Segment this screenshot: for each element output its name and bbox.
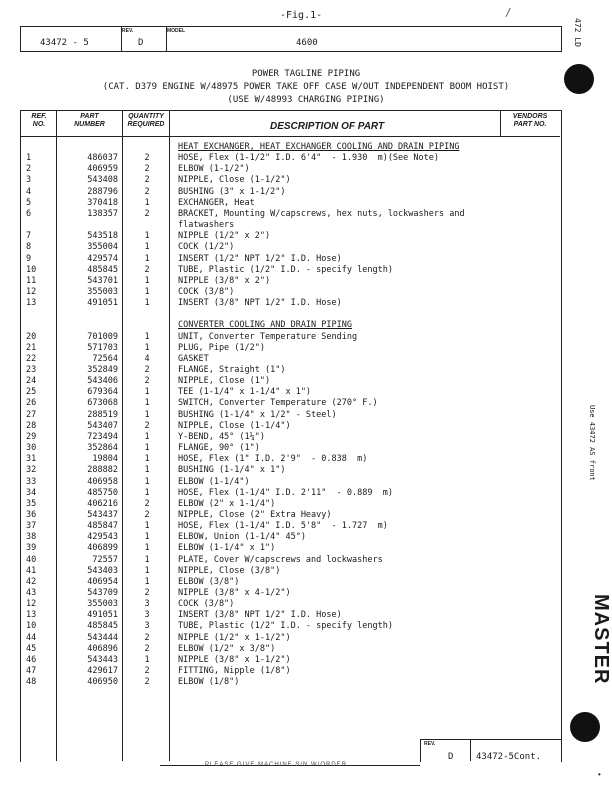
quantity: 2: [144, 186, 150, 197]
blank-row: [0, 309, 612, 320]
quantity: 1: [144, 521, 150, 532]
binder-hole: [570, 712, 600, 742]
part-number: 491051: [87, 610, 118, 621]
quantity: 1: [144, 543, 150, 554]
table-row: [0, 421, 612, 432]
table-row: [0, 599, 612, 610]
table-row: [0, 164, 612, 175]
part-number: 406959: [87, 164, 118, 175]
part-number: 485845: [87, 621, 118, 632]
table-row: [0, 666, 612, 677]
table-row: [0, 633, 612, 644]
pen-dot: •: [598, 770, 601, 779]
table-row: [0, 231, 612, 242]
column-divider: [500, 110, 501, 137]
quantity: 1: [144, 565, 150, 576]
quantity: 1: [144, 286, 150, 297]
table-row: [0, 644, 612, 655]
ref-number: 2: [26, 164, 32, 175]
ref-number: 33: [26, 476, 37, 487]
part-number: 543709: [87, 588, 118, 598]
table-row: [0, 298, 612, 309]
quantity: 1: [144, 387, 150, 398]
section-title: CONVERTER COOLING AND DRAIN PIPING: [178, 320, 352, 331]
part-number: 673068: [87, 398, 118, 409]
quantity: 1: [144, 454, 150, 465]
ref-number: 46: [26, 654, 37, 665]
part-number: 486037: [87, 153, 118, 164]
table-row: [0, 343, 612, 354]
quantity: 2: [144, 509, 150, 520]
quantity: 2: [144, 376, 150, 387]
part-number: 701009: [87, 331, 118, 342]
header-model: 4600: [296, 38, 318, 48]
ref-number: 23: [26, 365, 37, 375]
part-number: 355003: [87, 599, 118, 610]
ref-number: 28: [26, 420, 37, 431]
figure-label: -Fig.1-: [280, 10, 323, 21]
table-row: [0, 454, 612, 465]
description: Y-BEND, 45° (1¼"): [178, 431, 265, 442]
part-number: 543403: [87, 565, 118, 576]
part-number: 543443: [87, 654, 118, 665]
ref-number: 45: [26, 643, 37, 654]
description: COCK (3/8"): [178, 599, 235, 610]
ref-number: 21: [26, 342, 37, 353]
col-header-qty: QUANTITY REQUIRED: [127, 113, 165, 128]
header-rule: [20, 136, 560, 137]
ref-number: 32: [26, 465, 37, 476]
ref-number: 44: [26, 632, 37, 643]
description: NIPPLE (3/8" x 2"): [178, 275, 271, 286]
part-number: 429574: [87, 253, 118, 264]
description: INSERT (1/2" NPT 1/2" I.D. Hose): [178, 253, 342, 264]
description: ELBOW (3/8"): [178, 576, 240, 587]
quantity: 4: [144, 353, 150, 364]
quantity: 2: [144, 677, 150, 688]
ref-number: 31: [26, 454, 37, 465]
section-heading: [0, 142, 612, 153]
part-number: 355003: [87, 286, 118, 297]
quantity: 2: [144, 164, 150, 175]
table-row: [0, 175, 612, 186]
table-row: [0, 588, 612, 599]
table-row: [0, 521, 612, 532]
description: GASKET: [178, 353, 209, 364]
quantity: 2: [144, 588, 150, 598]
quantity: 1: [144, 275, 150, 286]
ref-number: 10: [26, 264, 37, 275]
quantity: 2: [144, 208, 150, 219]
part-number: 138357: [87, 208, 118, 219]
ref-number: 38: [26, 532, 37, 543]
page-subtitle: (USE W/48993 CHARGING PIPING): [227, 95, 385, 105]
ref-number: 34: [26, 487, 37, 498]
table-row: [0, 287, 612, 298]
quantity: 1: [144, 197, 150, 208]
part-number: 288519: [87, 409, 118, 420]
part-number: 485845: [87, 264, 118, 275]
description: TUBE, Plastic (1/2" I.D. - specify length): [178, 621, 393, 632]
table-row: [0, 443, 612, 454]
quantity: 1: [144, 443, 150, 454]
part-number: 571703: [87, 342, 118, 353]
description: NIPPLE, Close (2" Extra Heavy): [178, 509, 332, 520]
master-stamp: MASTER: [590, 594, 612, 685]
ref-number: 7: [26, 231, 32, 242]
description: NIPPLE (1/2" x 1-1/2"): [178, 632, 291, 643]
description: PLATE, Cover W/capscrews and lockwashers: [178, 554, 383, 565]
part-number: 406958: [87, 476, 118, 487]
description: TEE (1-1/4" x 1-1/4" x 1"): [178, 387, 312, 398]
description: NIPPLE, Close (1-1/4"): [178, 420, 291, 431]
footer-rev: D: [448, 752, 454, 762]
description: HOSE, Flex (1-1/4" I.D. 2'11" - 0.889 m): [178, 487, 393, 498]
ref-number: 13: [26, 610, 37, 621]
part-number: 355004: [87, 242, 118, 253]
quantity: 1: [144, 487, 150, 498]
quantity: 1: [144, 253, 150, 264]
part-number: 543437: [87, 509, 118, 520]
part-number: 429543: [87, 532, 118, 543]
part-number: 543518: [87, 231, 118, 242]
part-number: 406954: [87, 576, 118, 587]
ref-number: 13: [26, 298, 37, 309]
ref-number: 41: [26, 565, 37, 576]
part-number: 370418: [87, 197, 118, 208]
part-number: 485750: [87, 487, 118, 498]
ref-number: 26: [26, 398, 37, 409]
part-number: 429617: [87, 666, 118, 677]
table-row: [0, 465, 612, 476]
quantity: 2: [144, 498, 150, 509]
description: FITTING, Nipple (1/8"): [178, 666, 291, 677]
description: SWITCH, Converter Temperature (270° F.): [178, 398, 378, 409]
part-number: 543406: [87, 376, 118, 387]
table-row: [0, 677, 612, 688]
description: HOSE, Flex (1" I.D. 2'9" - 0.838 m): [178, 454, 368, 465]
header-part-number: 43472 - 5: [40, 38, 89, 48]
ref-number: 20: [26, 331, 37, 342]
description: flatwashers: [178, 220, 235, 231]
ref-number: 9: [26, 253, 32, 264]
table-row: [0, 242, 612, 253]
table-row: [0, 410, 612, 421]
description: ELBOW (1/2" x 3/8"): [178, 643, 276, 654]
description: NIPPLE, Close (1-1/2"): [178, 175, 291, 186]
ref-number: 3: [26, 175, 32, 186]
quantity: 1: [144, 298, 150, 309]
description: NIPPLE, Close (1"): [178, 376, 271, 387]
quantity: 1: [144, 576, 150, 587]
quantity: 1: [144, 532, 150, 543]
table-row: [0, 499, 612, 510]
quantity: 1: [144, 431, 150, 442]
header-rev: D: [138, 38, 144, 48]
ref-number: 25: [26, 387, 37, 398]
ref-number: 22: [26, 353, 37, 364]
description: INSERT (3/8" NPT 1/2" I.D. Hose): [178, 610, 342, 621]
quantity: 1: [144, 342, 150, 353]
footer-part-number: 43472-5Cont.: [476, 752, 542, 762]
description: TUBE, Plastic (1/2" I.D. - specify length): [178, 264, 393, 275]
table-row: [0, 265, 612, 276]
quantity: 2: [144, 666, 150, 677]
table-row: [0, 254, 612, 265]
quantity: 1: [144, 231, 150, 242]
description: COCK (3/8"): [178, 286, 235, 297]
header-model-label: MODEL: [167, 28, 186, 34]
part-number: 543408: [87, 175, 118, 186]
ref-number: 29: [26, 431, 37, 442]
page-subtitle: (CAT. D379 ENGINE W/48975 POWER TAKE OFF CASE W/OUT INDEPENDENT BOOM HOIST): [102, 82, 510, 92]
table-row: [0, 577, 612, 588]
quantity: 2: [144, 643, 150, 654]
description: ELBOW (1/8"): [178, 677, 240, 688]
ref-number: 42: [26, 576, 37, 587]
quantity: 1: [144, 409, 150, 420]
ref-number: 37: [26, 521, 37, 532]
part-number: 723494: [87, 431, 118, 442]
col-header-vendor: VENDORS PART NO.: [512, 113, 548, 128]
part-number: 543407: [87, 420, 118, 431]
quantity: 2: [144, 175, 150, 186]
quantity: 1: [144, 465, 150, 476]
col-header-description: DESCRIPTION OF PART: [270, 121, 385, 132]
quantity: 1: [144, 654, 150, 665]
part-number: 485847: [87, 521, 118, 532]
col-header-ref: REF. NO.: [31, 113, 47, 128]
part-number: 352864: [87, 443, 118, 454]
quantity: 2: [144, 264, 150, 275]
footer-divider: [470, 739, 471, 761]
ref-number: 40: [26, 554, 37, 565]
ref-number: 4: [26, 186, 32, 197]
quantity: 2: [144, 153, 150, 164]
description: BRACKET, Mounting W/capscrews, hex nuts, lockwashers and: [178, 208, 465, 219]
table-row: [0, 187, 612, 198]
description: BUSHING (1-1/4" x 1/2" - Steel): [178, 409, 337, 420]
ref-number: 11: [26, 275, 37, 286]
part-number: 19804: [92, 454, 118, 465]
description: HOSE, Flex (1-1/4" I.D. 5'8" - 1.727 m): [178, 521, 388, 532]
ref-number: 48: [26, 677, 37, 688]
description: ELBOW (1-1/4"): [178, 476, 250, 487]
header-rev-label: REV.: [122, 28, 134, 34]
ref-number: 39: [26, 543, 37, 554]
side-note-top: 472 LD: [573, 18, 582, 47]
table-row: [0, 532, 612, 543]
ref-number: 36: [26, 509, 37, 520]
table-row: [0, 198, 612, 209]
table-row: [0, 354, 612, 365]
table-row: [0, 555, 612, 566]
ref-number: 10: [26, 621, 37, 632]
page-title: POWER TAGLINE PIPING: [251, 69, 361, 79]
description: FLANGE, Straight (1"): [178, 365, 286, 375]
part-number: 72564: [92, 353, 118, 364]
table-row: [0, 209, 612, 220]
quantity: 1: [144, 554, 150, 565]
part-number: 288882: [87, 465, 118, 476]
table-row: [0, 153, 612, 164]
part-number: 406950: [87, 677, 118, 688]
binder-hole: [564, 64, 594, 94]
quantity: 1: [144, 331, 150, 342]
table-row: [0, 387, 612, 398]
ref-number: 27: [26, 409, 37, 420]
table-row: [0, 376, 612, 387]
ref-number: 43: [26, 588, 37, 598]
ref-number: 8: [26, 242, 32, 253]
description: PLUG, Pipe (1/2"): [178, 342, 265, 353]
description: BUSHING (1-1/4" x 1"): [178, 465, 286, 476]
quantity: 1: [144, 398, 150, 409]
description: NIPPLE (3/8" x 1-1/2"): [178, 654, 291, 665]
part-number: 406899: [87, 543, 118, 554]
ref-number: 1: [26, 153, 32, 164]
description: COCK (1/2"): [178, 242, 235, 253]
footer-rev-label: REV.: [424, 741, 436, 747]
section-heading: [0, 320, 612, 331]
col-header-part: PART NUMBER: [74, 113, 105, 128]
description: UNIT, Converter Temperature Sending: [178, 331, 358, 342]
ref-number: 30: [26, 443, 37, 454]
description: HOSE, Flex (1-1/2" I.D. 6'4" - 1.930 m)(See Note): [178, 153, 439, 164]
table-row: [0, 510, 612, 521]
part-number: 288796: [87, 186, 118, 197]
table-row: [0, 220, 612, 231]
table-row: [0, 365, 612, 376]
side-note-middle: Use 43472 AS front: [588, 405, 596, 481]
description: ELBOW (1-1/4" x 1"): [178, 543, 276, 554]
part-number: 406216: [87, 498, 118, 509]
table-row: [0, 655, 612, 666]
part-number: 352849: [87, 365, 118, 375]
part-number: 72557: [92, 554, 118, 565]
part-number: 543444: [87, 632, 118, 643]
ref-number: 35: [26, 498, 37, 509]
part-number: 406896: [87, 643, 118, 654]
description: NIPPLE, Close (3/8"): [178, 565, 281, 576]
section-title: HEAT EXCHANGER, HEAT EXCHANGER COOLING AND DRAIN PIPING: [178, 142, 460, 152]
quantity: 3: [144, 621, 150, 632]
description: FLANGE, 90° (1"): [178, 443, 260, 454]
table-row: [0, 398, 612, 409]
table-row: [0, 477, 612, 488]
quantity: 3: [144, 610, 150, 621]
ref-number: 12: [26, 599, 37, 610]
quantity: 1: [144, 242, 150, 253]
quantity: 2: [144, 420, 150, 431]
description: NIPPLE (1/2" x 2"): [178, 231, 271, 242]
table-row: [0, 432, 612, 443]
description: NIPPLE (3/8" x 4-1/2"): [178, 588, 291, 598]
table-row: [0, 488, 612, 499]
ref-number: 6: [26, 208, 32, 219]
quantity: 1: [144, 476, 150, 487]
ref-number: 5: [26, 197, 32, 208]
quantity: 3: [144, 599, 150, 610]
ref-number: 47: [26, 666, 37, 677]
part-number: 679364: [87, 387, 118, 398]
bottom-order-note: PLEASE GIVE MACHINE S/N W/ORDER: [205, 762, 348, 768]
quantity: 2: [144, 365, 150, 375]
ref-number: 24: [26, 376, 37, 387]
part-number: 491051: [87, 298, 118, 309]
description: ELBOW (1-1/2"): [178, 164, 250, 175]
table-row: [0, 543, 612, 554]
ref-number: 12: [26, 286, 37, 297]
table-row: [0, 610, 612, 621]
description: INSERT (3/8" NPT 1/2" I.D. Hose): [178, 298, 342, 309]
description: ELBOW (2" x 1-1/4"): [178, 498, 276, 509]
description: EXCHANGER, Heat: [178, 197, 255, 208]
table-row: [0, 566, 612, 577]
part-number: 543701: [87, 275, 118, 286]
description: BUSHING (3" x 1-1/2"): [178, 186, 286, 197]
description: ELBOW, Union (1-1/4" 45°): [178, 532, 306, 543]
quantity: 2: [144, 632, 150, 643]
table-row: [0, 621, 612, 632]
pen-mark: /: [505, 6, 512, 19]
table-row: [0, 332, 612, 343]
table-row: [0, 276, 612, 287]
header-box: [20, 26, 562, 52]
